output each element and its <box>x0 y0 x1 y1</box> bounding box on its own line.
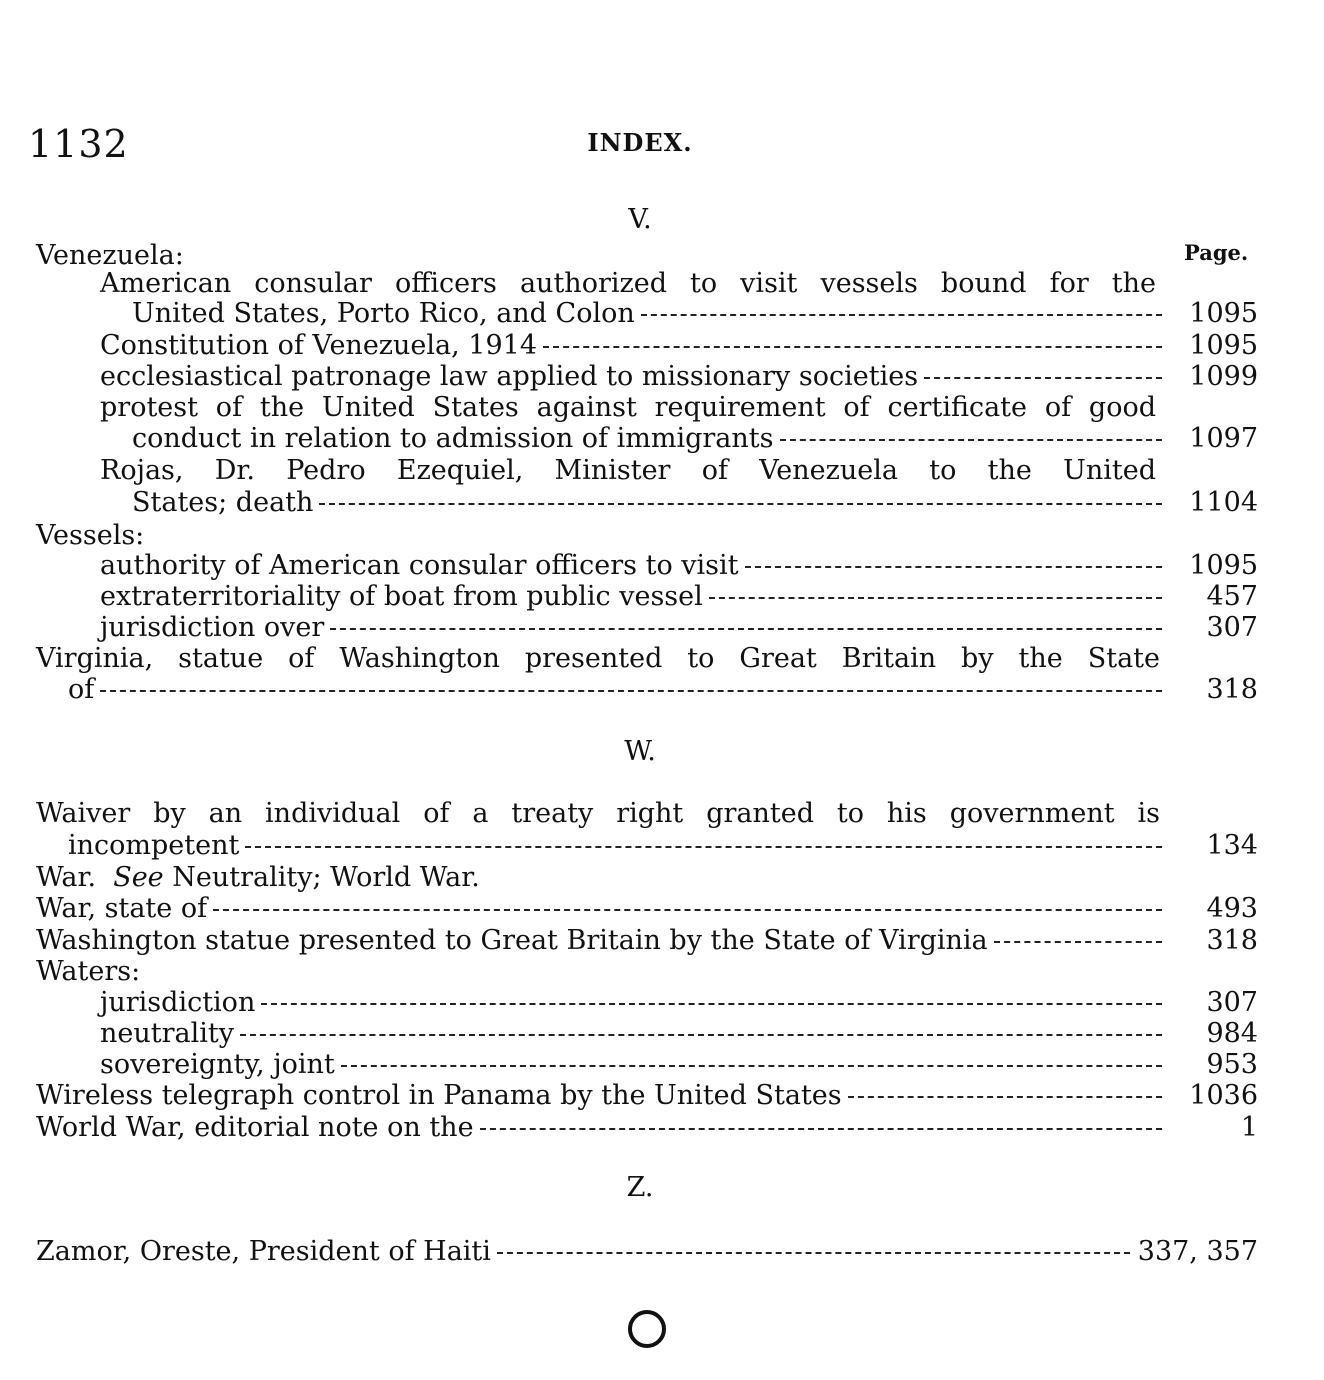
index-entry: extraterritoriality of boat from public vessel 457 <box>100 581 1258 612</box>
index-entry: incompetent 134 <box>68 830 1258 861</box>
leader-dots <box>240 1034 1162 1036</box>
leader-dots <box>780 439 1162 441</box>
index-entry: protest of the United States against requirement of certificate of good <box>100 392 1156 423</box>
page-ref: 1104 <box>1189 487 1258 518</box>
index-entry: World War, editorial note on the 1 <box>36 1112 1258 1143</box>
section-letter-z: Z. <box>626 1172 654 1203</box>
index-entry: sovereignty, joint 953 <box>100 1049 1258 1080</box>
end-of-index-mark <box>628 1310 666 1348</box>
page-ref: 1095 <box>1189 298 1258 329</box>
running-head: INDEX. <box>587 128 693 157</box>
index-entry: War, state of 493 <box>36 893 1258 924</box>
page-number: 1132 <box>28 122 129 166</box>
page-ref: 307 <box>1206 612 1258 643</box>
leader-dots <box>213 909 1162 911</box>
index-entry: United States, Porto Rico, and Colon 1095 <box>132 298 1258 329</box>
index-entry: Washington statue presented to Great Britain by the State of Virginia 318 <box>36 925 1258 956</box>
index-entry: War. See Neutrality; World War. <box>36 862 480 893</box>
leader-dots <box>709 597 1162 599</box>
page-ref: 953 <box>1206 1049 1258 1080</box>
leader-dots <box>543 346 1162 348</box>
section-letter-v: V. <box>628 204 652 235</box>
leader-dots <box>341 1065 1162 1067</box>
index-entry: Virginia, statue of Washington presented to Great Britain by the State <box>36 643 1160 674</box>
index-entry: of 318 <box>68 674 1258 705</box>
leader-dots <box>319 503 1162 505</box>
leader-dots <box>745 566 1162 568</box>
page-ref: 1095 <box>1189 550 1258 581</box>
index-entry: authority of American consular officers to visit 1095 <box>100 550 1258 581</box>
index-entry: jurisdiction 307 <box>100 987 1258 1018</box>
see-reference: See <box>113 862 164 893</box>
page-ref: 493 <box>1206 893 1258 924</box>
page-ref: 1 <box>1240 1112 1258 1143</box>
page-ref: 318 <box>1206 925 1258 956</box>
index-entry: jurisdiction over 307 <box>100 612 1258 643</box>
leader-dots <box>497 1252 1130 1254</box>
index-entry: conduct in relation to admission of immigrants 1097 <box>132 423 1258 454</box>
entry-heading-venezuela: Venezuela: <box>36 240 184 271</box>
leader-dots <box>848 1096 1162 1098</box>
page-ref: 1097 <box>1189 423 1258 454</box>
leader-dots <box>261 1003 1162 1005</box>
page-ref: 337, 357 <box>1137 1236 1258 1267</box>
index-entry: Zamor, Oreste, President of Haiti 337, 357 <box>36 1236 1258 1267</box>
leader-dots <box>330 628 1162 630</box>
page-ref: 318 <box>1206 674 1258 705</box>
index-entry: States; death 1104 <box>132 487 1258 518</box>
leader-dots <box>924 377 1162 379</box>
page-ref: 984 <box>1206 1018 1258 1049</box>
leader-dots <box>245 846 1162 848</box>
index-entry: neutrality 984 <box>100 1018 1258 1049</box>
entry-heading-vessels: Vessels: <box>36 520 145 551</box>
section-letter-w: W. <box>624 736 656 767</box>
index-entry: Waiver by an individual of a treaty right granted to his government is <box>36 798 1160 829</box>
page-ref: 307 <box>1206 987 1258 1018</box>
page-ref: 1099 <box>1189 361 1258 392</box>
index-entry: Rojas, Dr. Pedro Ezequiel, Minister of Venezuela to the United <box>100 455 1156 486</box>
entry-heading-waters: Waters: <box>36 956 141 987</box>
index-entry: American consular officers authorized to visit vessels bound for the <box>100 268 1156 299</box>
index-entry: Constitution of Venezuela, 1914 1095 <box>100 330 1258 361</box>
leader-dots <box>100 690 1162 692</box>
leader-dots <box>480 1128 1162 1130</box>
page-ref: 134 <box>1206 830 1258 861</box>
leader-dots <box>994 941 1162 943</box>
page-ref: 1036 <box>1189 1080 1258 1111</box>
page-column-label: Page. <box>1184 240 1249 265</box>
index-entry: ecclesiastical patronage law applied to missionary societies 1099 <box>100 361 1258 392</box>
page-ref: 1095 <box>1189 330 1258 361</box>
leader-dots <box>641 314 1162 316</box>
index-entry: Wireless telegraph control in Panama by the United States 1036 <box>36 1080 1258 1111</box>
page-ref: 457 <box>1206 581 1258 612</box>
